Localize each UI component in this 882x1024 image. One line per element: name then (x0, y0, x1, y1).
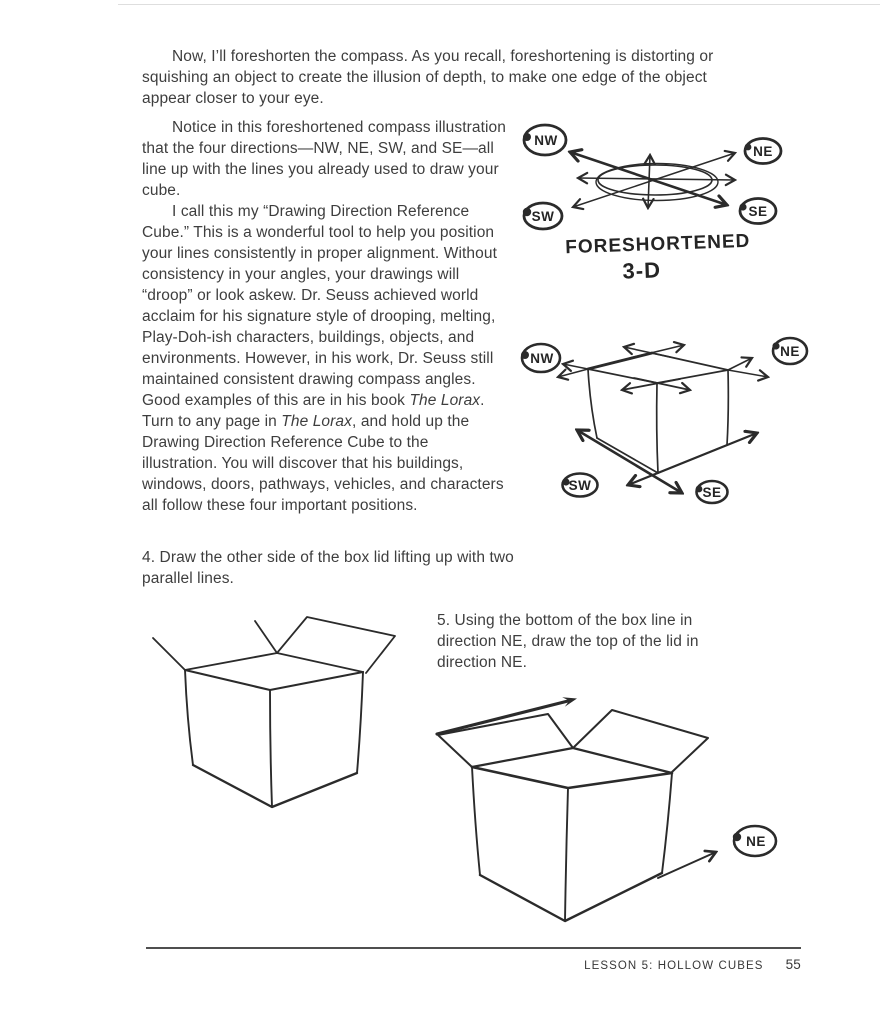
figure-step5-box-ne (425, 685, 810, 937)
open-box-sketch (438, 710, 708, 921)
cube-direction-badges (521, 338, 807, 503)
figure-caption-handwritten (565, 231, 751, 284)
paragraph-text: I call this my “Drawing Direction Reference Cube.” This is a wonderful tool to help you position your lines consistently in proper alignment. Without consistency in your angles, your drawings will “droop” or look askew. Dr. Seuss achieved world acclaim for his signature style of drooping, melting, Play-Doh-ish characters, buildings, objects, and environments. However, in his work, Dr. Seuss still maintained consistent drawing compass angles. Good examples of this are in his book (142, 203, 497, 409)
compass-direction-badges (523, 125, 781, 229)
paragraph-intro: Now, I’ll foreshorten the compass. As you recall, foreshortening is distorting or squishing an object to create the illusion of depth, to make one edge of the object appear closer to your eye. (142, 48, 714, 107)
step-5-instruction: 5. Using the bottom of the box line in direction NE, draw the top of the lid in direction NE. (437, 612, 699, 671)
cube-label-nw: NW (530, 351, 554, 366)
book-title-italic: The Lorax (409, 392, 481, 409)
ne-direction-badge (733, 826, 776, 856)
footer-page-number: 55 (785, 957, 801, 972)
left-text-column (142, 117, 508, 516)
open-box-sketch (153, 617, 395, 807)
footer (146, 957, 801, 972)
paragraph-reference-cube (142, 201, 508, 516)
cube-label-se: SE (702, 485, 722, 500)
figure-reference-cube (500, 320, 815, 515)
step-4-instruction: 4. Draw the other side of the box lid lifting up with two parallel lines. (142, 549, 514, 587)
compass-label-ne: NE (753, 144, 773, 159)
cube-label-sw: SW (568, 478, 592, 493)
compass-label-sw: SW (531, 209, 555, 224)
cube-sketch (588, 353, 728, 473)
book-title-italic: The Lorax (281, 413, 352, 430)
caption-3d: 3-D (622, 257, 662, 284)
foreshortened-compass-sketch (570, 152, 735, 208)
cube-label-ne: NE (780, 344, 800, 359)
paragraph-compass-notice: Notice in this foreshortened compass illustration that the four directions—NW, NE, SW, and SE—all line up with the lines you already used to draw your cube. (142, 119, 507, 199)
compass-label-se: SE (748, 204, 768, 219)
figure-foreshortened-compass (505, 110, 805, 295)
paragraph-text: . Turn to any page in (142, 392, 485, 430)
footer-rule (146, 947, 801, 949)
box-label-ne: NE (746, 834, 766, 849)
caption-foreshortened: FORESHORTENED (564, 230, 751, 259)
paragraph-text: , and hold up the Drawing Direction Reference Cube to the illustration. You will discover that his buildings, windows, doors, pathways, vehicles, and characters all follow these four important positions. (142, 413, 504, 514)
compass-label-nw: NW (534, 133, 558, 148)
footer-lesson-label: LESSON 5: HOLLOW CUBES (584, 960, 764, 972)
page-edge-line (118, 4, 880, 5)
figure-step4-open-box (135, 600, 435, 845)
